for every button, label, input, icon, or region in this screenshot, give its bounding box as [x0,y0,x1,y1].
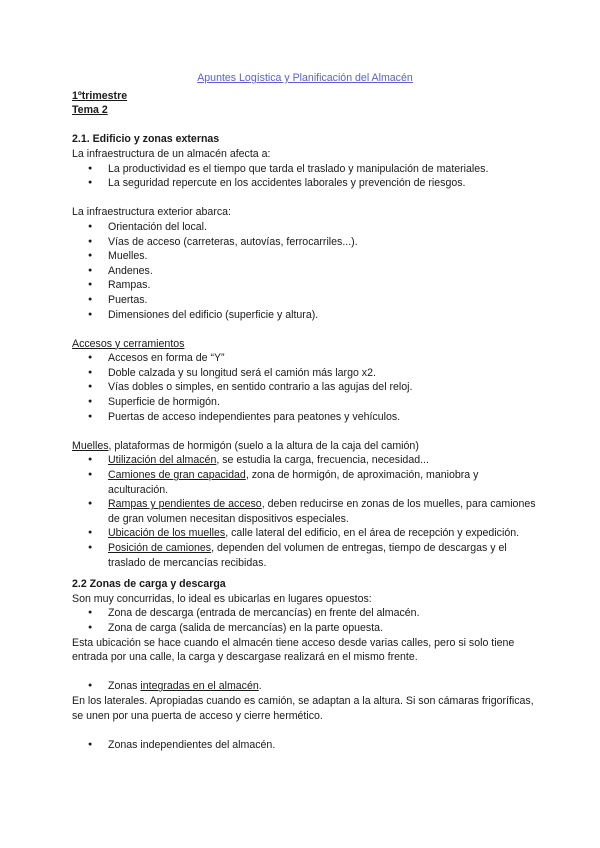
item-term: Utilización del almacén [108,454,217,467]
document-title: Apuntes Logística y Planificación del Almacén [197,72,413,84]
list-item: ● Puertas. [72,293,538,308]
document-content [72,71,538,752]
list-item: ● Vías dobles o simples, en sentido contrario a las agujas del reloj. [72,380,538,395]
integradas-list [72,679,538,694]
exterior-intro: La infraestructura exterior abarca: [72,206,231,219]
accesos-heading: Accesos y cerramientos [72,337,185,350]
section-2-2-heading: 2.2 Zonas de carga y descarga [72,578,226,591]
item-pre: Zonas [108,680,141,693]
tema-label: Tema 2 [72,104,108,117]
list-item: ● Vías de acceso (carreteras, autovías, ferrocarriles...). [72,235,538,250]
exterior-list [72,220,538,322]
list-item: ● Zona de carga (salida de mercancías) en la parte opuesta. [72,621,538,636]
item-rest: , dependen del volumen de entregas, tiempo de descargas y el traslado de mercancías recibidas. [108,542,507,569]
item-rest: , zona de hormigón, de aproximación, maniobra y aculturación. [108,469,479,496]
item-term: Rampas y pendientes de acceso [108,498,262,511]
list-item: ● Dimensiones del edificio (superficie y altura). [72,308,538,323]
section-2-2-intro: Son muy concurridas, lo ideal es ubicarlas en lugares opuestos: [72,592,372,605]
list-item: ● Rampas. [72,278,538,293]
section-2-1-heading: 2.1. Edificio y zonas externas [72,133,220,146]
list-item: ● Zonas independientes del almacén. [72,738,538,753]
list-item: ● Accesos en forma de “Y” [72,351,538,366]
accesos-list [72,351,538,424]
item-term: Posición de camiones [108,542,212,554]
list-item: ● Superficie de hormigón. [72,395,538,410]
afecta-list [72,162,538,191]
list-item [72,468,538,497]
list-item: ● La productividad es el tiempo que tarda el traslado y manipulación de materiales. [72,162,538,177]
list-item: ● Zona de descarga (entrada de mercancías) en frente del almacén. [72,606,538,621]
muelles-heading-line [72,439,538,454]
trimestre-label: 1ºtrimestre [72,89,128,102]
list-item: ● La seguridad repercute en los accidentes laborales y prevención de riesgos. [72,176,538,191]
laterales-paragraph: En los laterales. Apropiadas cuando es camión, se adaptan a la altura. Si son cámaras frigoríficas, se unen por una puerta de acceso y cierre hermético. [72,694,534,722]
list-item [72,526,538,541]
list-item: ● Muelles. [72,249,538,264]
item-rest: , calle lateral del edificio, en el área de recepción y expedición. [225,527,520,540]
item-post: . [258,680,262,693]
item-term: Camiones de gran capacidad [108,469,246,482]
list-item [72,679,538,694]
item-term: integradas en el almacén [140,680,259,693]
list-item: ● Andenes. [72,264,538,279]
muelles-list [72,453,538,570]
list-item: ● Orientación del local. [72,220,538,235]
section-2-1-intro: La infraestructura de un almacén afecta a: [72,147,271,160]
independientes-list [72,738,538,753]
list-item [72,453,538,468]
list-item: ● Doble calzada y su longitud será el camión más largo x2. [72,366,538,381]
item-rest: , deben reducirse en zonas de los muelles, para camiones de gran volumen necesitan dispositivos especiales. [108,498,536,525]
list-item [72,541,538,570]
list-item: ● Puertas de acceso independientes para peatones y vehículos. [72,410,538,425]
item-rest: , se estudia la carga, frecuencia, necesidad... [216,454,429,467]
muelles-heading-rest: , plataformas de hormigón (suelo a la altura de la caja del camión) [108,439,419,452]
muelles-heading: Muelles [72,439,109,452]
zonas-list [72,606,538,635]
ubicacion-paragraph: Esta ubicación se hace cuando el almacén tiene acceso desde varias calles, pero si solo tiene entrada por una calle, la carga y descargase realizará en el mismo frente. [72,636,515,664]
list-item [72,497,538,526]
item-term: Ubicación de los muelles [108,527,226,540]
